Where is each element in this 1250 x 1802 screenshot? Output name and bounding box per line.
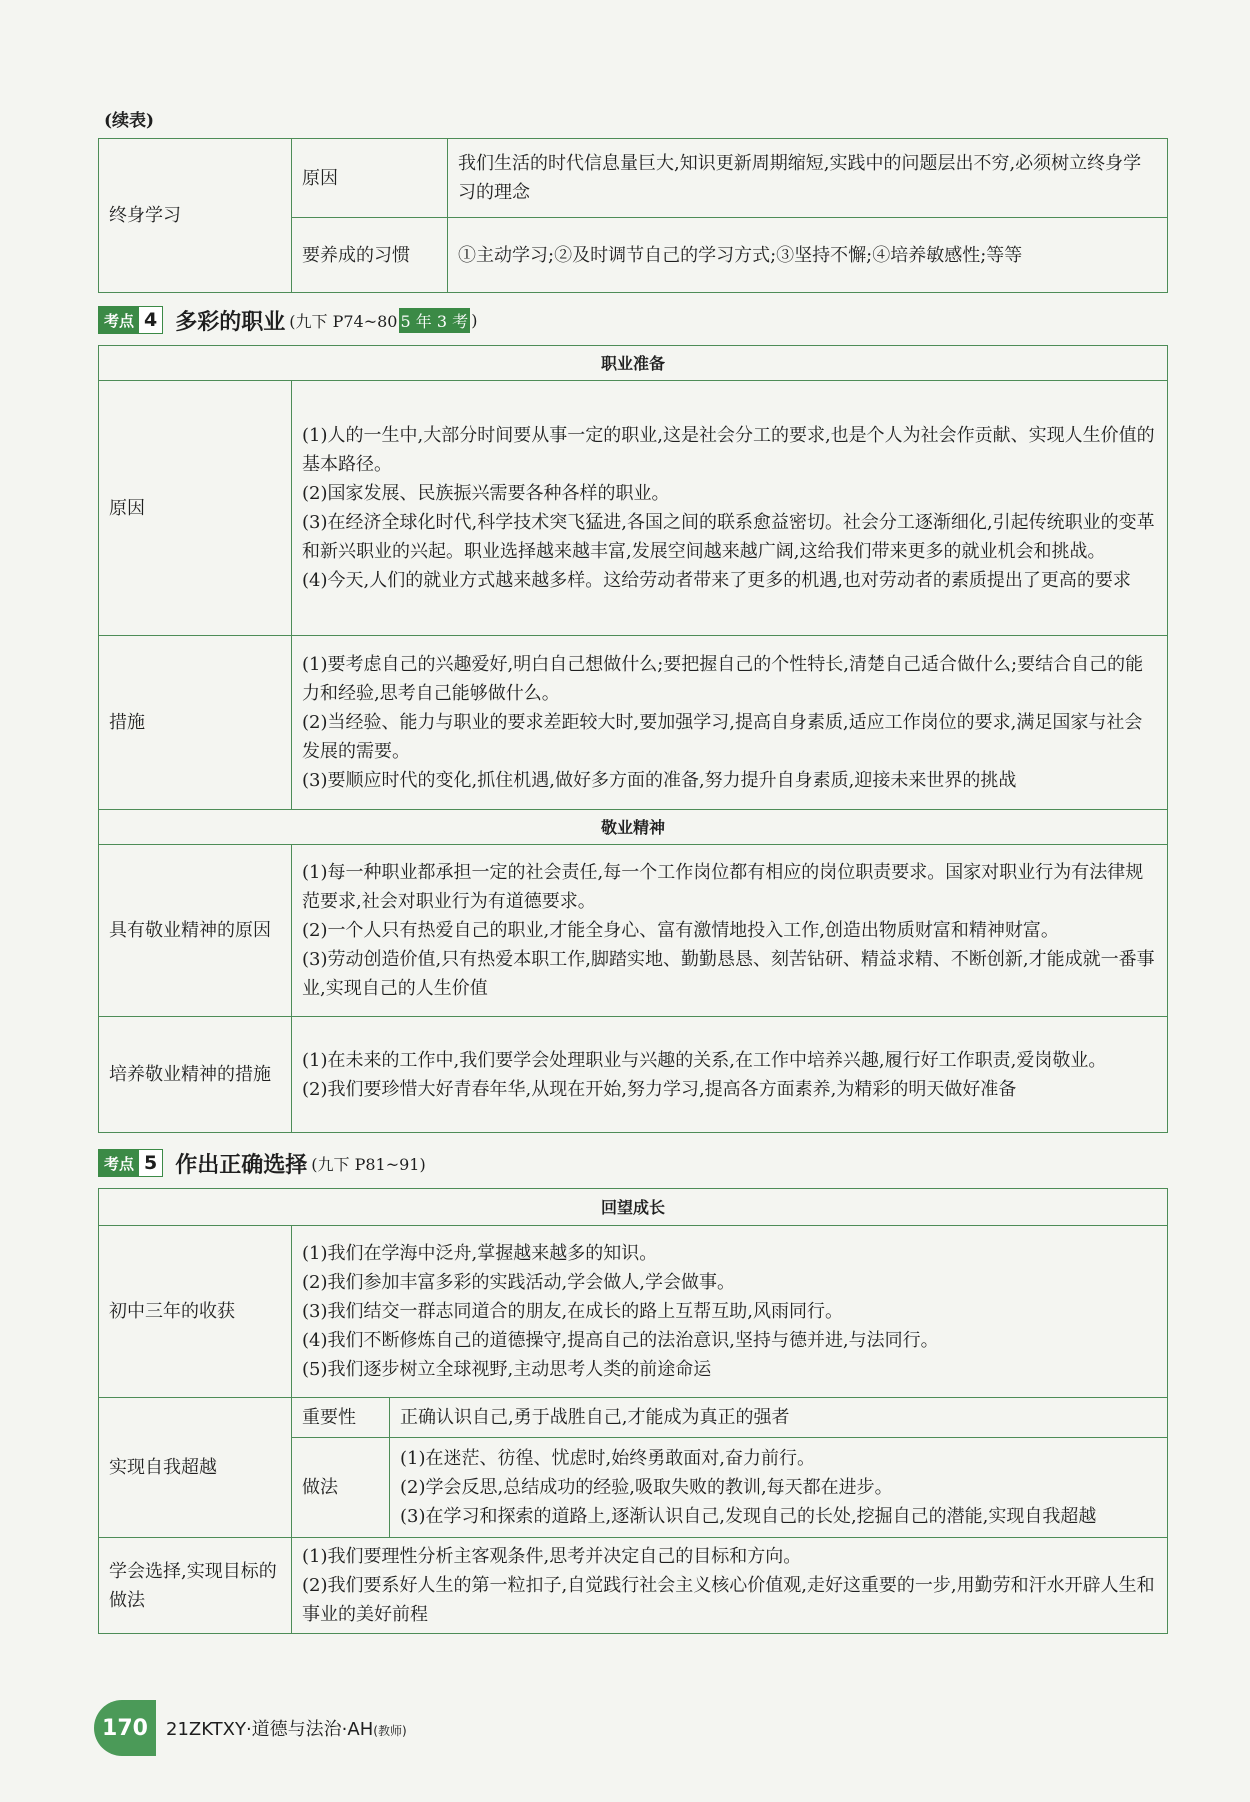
row-label: 培养敬业精神的措施 (99, 1017, 292, 1133)
row-label: 初中三年的收获 (99, 1226, 292, 1398)
section-reference: (九下 P81~91) (311, 1154, 426, 1174)
table-header: 职业准备 (99, 346, 1168, 381)
ref-open: (九下 P74~80 (289, 311, 398, 331)
table-row (99, 636, 1168, 810)
badge-label: 考点 (99, 307, 139, 333)
book-title: 21ZKTXY·道德与法治·AH(教师) (166, 1719, 407, 1740)
page-footer (94, 1700, 454, 1756)
section-name: 多彩的职业 (175, 309, 286, 335)
sub-label: 做法 (292, 1438, 390, 1538)
table-header-row (99, 1189, 1168, 1226)
kaodian-badge (98, 1149, 163, 1177)
badge-number: 4 (139, 307, 162, 333)
row-content: 正确认识自己,勇于战胜自己,才能成为真正的强者 (390, 1398, 1168, 1438)
kaodian-badge (98, 306, 163, 334)
badge-label: 考点 (99, 1150, 139, 1176)
section-5-title (98, 1148, 426, 1178)
row-label: 措施 (99, 636, 292, 810)
section-reference (289, 308, 477, 333)
row-content: (1)我们在学海中泛舟,掌握越来越多的知识。 (2)我们参加丰富多彩的实践活动,学会做人,学会做事。 (3)我们结交一群志同道合的朋友,在成长的路上互帮互助,风雨同行。 (4)我们不断修炼自己的道德操守,提高自己的法治意识,坚持与德并进,与法同行。 (5)我们逐步树立全球视野,主动思考人类的前途命运 (292, 1226, 1168, 1398)
row-content: (1)在迷茫、彷徨、忧虑时,始终勇敢面对,奋力前行。 (2)学会反思,总结成功的经验,吸取失败的教训,每天都在进步。 (3)在学习和探索的道路上,逐渐认识自己,发现自己的长处,挖掘自己的潜能,实现自我超越 (390, 1438, 1168, 1538)
table-row (99, 1017, 1168, 1133)
row-content: (1)要考虑自己的兴趣爱好,明白自己想做什么;要把握自己的个性特长,清楚自己适合做什么;要结合自己的能力和经验,思考自己能够做什么。 (2)当经验、能力与职业的要求差距较大时,要加强学习,提高自身素质,适应工作岗位的要求,满足国家与社会发展的需要。 (3)要顺应时代的变化,抓住机遇,做好多方面的准备,努力提升自身素质,迎接未来世界的挑战 (292, 636, 1168, 810)
row-content: ①主动学习;②及时调节自己的学习方式;③坚持不懈;④培养敏感性;等等 (448, 218, 1168, 293)
choice-table (98, 1188, 1168, 1634)
row-content: (1)每一种职业都承担一定的社会责任,每一个工作岗位都有相应的岗位职责要求。国家对职业行为有法律规范要求,社会对职业行为有道德要求。 (2)一个人只有热爱自己的职业,才能全身心、富有激情地投入工作,创造出物质财富和精神财富。 (3)劳动创造价值,只有热爱本职工作,脚踏实地、勤勤恳恳、刻苦钻研、精益求精、不断创新,才能成就一番事业,实现自己的人生价值 (292, 845, 1168, 1017)
row-label: 原因 (99, 381, 292, 636)
table-header: 回望成长 (99, 1189, 1168, 1226)
table-header: 敬业精神 (99, 810, 1168, 845)
page-number: 170 (94, 1700, 156, 1756)
row-label: 要养成的习惯 (292, 218, 448, 293)
table-row (99, 1398, 1168, 1438)
frequency-badge: 5 年 3 考 (399, 308, 471, 333)
row-content: (1)在未来的工作中,我们要学会处理职业与兴趣的关系,在工作中培养兴趣,履行好工作职责,爱岗敬业。 (2)我们要珍惜大好青春年华,从现在开始,努力学习,提高各方面素养,为精彩的明天做好准备 (292, 1017, 1168, 1133)
group-label: 终身学习 (99, 139, 292, 293)
section-4-title (98, 305, 477, 335)
row-content: (1)人的一生中,大部分时间要从事一定的职业,这是社会分工的要求,也是个人为社会作贡献、实现人生价值的基本路径。 (2)国家发展、民族振兴需要各种各样的职业。 (3)在经济全球化时代,科学技术突飞猛进,各国之间的联系愈益密切。社会分工逐渐细化,引起传统职业的变革和新兴职业的兴起。职业选择越来越丰富,发展空间越来越广阔,这给我们带来更多的就业机会和挑战。 (4)今天,人们的就业方式越来越多样。这给劳动者带来了更多的机遇,也对劳动者的素质提出了更高的要求 (292, 381, 1168, 636)
table-header-row (99, 810, 1168, 845)
row-label: 原因 (292, 139, 448, 218)
row-label: 实现自我超越 (99, 1398, 292, 1538)
ref-close: ) (471, 310, 478, 330)
continued-label: (续表) (104, 111, 155, 131)
lifelong-learning-table (98, 138, 1168, 293)
badge-number: 5 (139, 1150, 162, 1176)
career-table (98, 345, 1168, 1133)
sub-label: 重要性 (292, 1398, 390, 1438)
row-label: 学会选择,实现目标的做法 (99, 1538, 292, 1634)
table-row (99, 1226, 1168, 1398)
table-row (99, 381, 1168, 636)
section-name: 作出正确选择 (175, 1152, 308, 1178)
table-header-row (99, 346, 1168, 381)
row-label: 具有敬业精神的原因 (99, 845, 292, 1017)
row-content: 我们生活的时代信息量巨大,知识更新周期缩短,实践中的问题层出不穷,必须树立终身学习的理念 (448, 139, 1168, 218)
table-row (99, 845, 1168, 1017)
table-row (99, 1538, 1168, 1634)
table-row (99, 139, 1168, 218)
row-content: (1)我们要理性分析主客观条件,思考并决定自己的目标和方向。 (2)我们要系好人生的第一粒扣子,自觉践行社会主义核心价值观,走好这重要的一步,用勤劳和汗水开辟人生和事业的美好前程 (292, 1538, 1168, 1634)
